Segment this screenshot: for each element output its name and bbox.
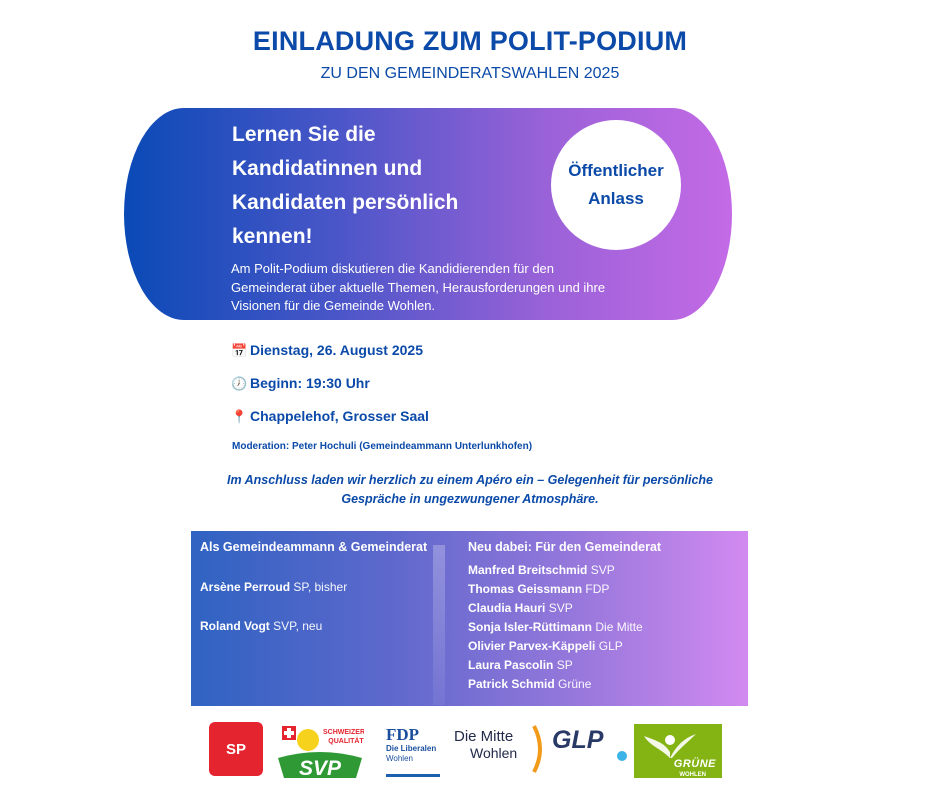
- event-location: 📍 Chappelehof, Grosser Saal: [231, 408, 429, 424]
- candidate-item: Laura Pascolin SP: [468, 658, 573, 672]
- right-column-heading: Neu dabei: Für den Gemeinderat: [468, 540, 662, 554]
- intro-banner: [124, 108, 732, 320]
- fdp-logo: FDP Die Liberalen Wohlen: [386, 726, 440, 777]
- gruene-logo: GRÜNE WOHLEN: [634, 724, 722, 778]
- svg-text:SCHWEIZER: SCHWEIZER: [323, 729, 364, 736]
- pin-icon: 📍: [231, 409, 248, 424]
- sp-logo: SP: [209, 722, 263, 776]
- page-title: EINLADUNG ZUM POLIT-PODIUM: [252, 26, 688, 56]
- calendar-icon: 📅: [231, 343, 248, 358]
- candidate-item: Sonja Isler-Rüttimann Die Mitte: [468, 620, 643, 634]
- svg-text:SVP: SVP: [298, 757, 342, 778]
- candidate-item: Patrick Schmid Grüne: [468, 677, 592, 691]
- candidate-item: Roland Vogt SVP, neu: [200, 619, 323, 633]
- glp-logo: GLP: [552, 726, 630, 770]
- left-column-heading: Als Gemeindeammann & Gemeinderat: [200, 540, 428, 554]
- moderation-note: Moderation: Peter Hochuli (Gemeindeammann Unterlunkhofen): [232, 441, 533, 452]
- clock-icon: 🕖: [231, 376, 248, 391]
- candidates-panel: [191, 531, 748, 706]
- die-mitte-logo: Die Mitte Wohlen: [452, 722, 548, 776]
- svp-logo: [276, 722, 364, 778]
- event-date: 📅 Dienstag, 26. August 2025: [231, 342, 423, 358]
- public-event-badge: Öffentlicher Anlass: [551, 120, 681, 250]
- candidate-item: Manfred Breitschmid SVP: [468, 563, 615, 577]
- banner-description: Am Polit-Podium diskutieren die Kandidierenden für den Gemeinderat über aktuelle Themen, Herausforderungen und ihre Visionen für die Gemeinde Wohlen.: [231, 261, 606, 313]
- candidate-item: Claudia Hauri SVP: [468, 601, 573, 615]
- event-time: 🕖 Beginn: 19:30 Uhr: [231, 375, 370, 391]
- column-divider: [433, 545, 445, 705]
- banner-headline: Lernen Sie die Kandidatinnen und Kandidaten persönlich kennen!: [232, 123, 459, 248]
- candidate-item: Olivier Parvex-Käppeli GLP: [468, 639, 623, 653]
- apero-note: Im Anschluss laden wir herzlich zu einem Apéro ein – Gelegenheit für persönliche Gespräche in ungezwungener Atmosphäre.: [227, 473, 713, 506]
- page-subtitle: ZU DEN GEMEINDERATSWAHLEN 2025: [320, 65, 620, 82]
- candidate-item: Arsène Perroud SP, bisher: [200, 580, 348, 594]
- svg-text:QUALITÄT: QUALITÄT: [328, 738, 364, 745]
- party-logos: [0, 716, 940, 782]
- candidate-item: Thomas Geissmann FDP: [468, 582, 610, 596]
